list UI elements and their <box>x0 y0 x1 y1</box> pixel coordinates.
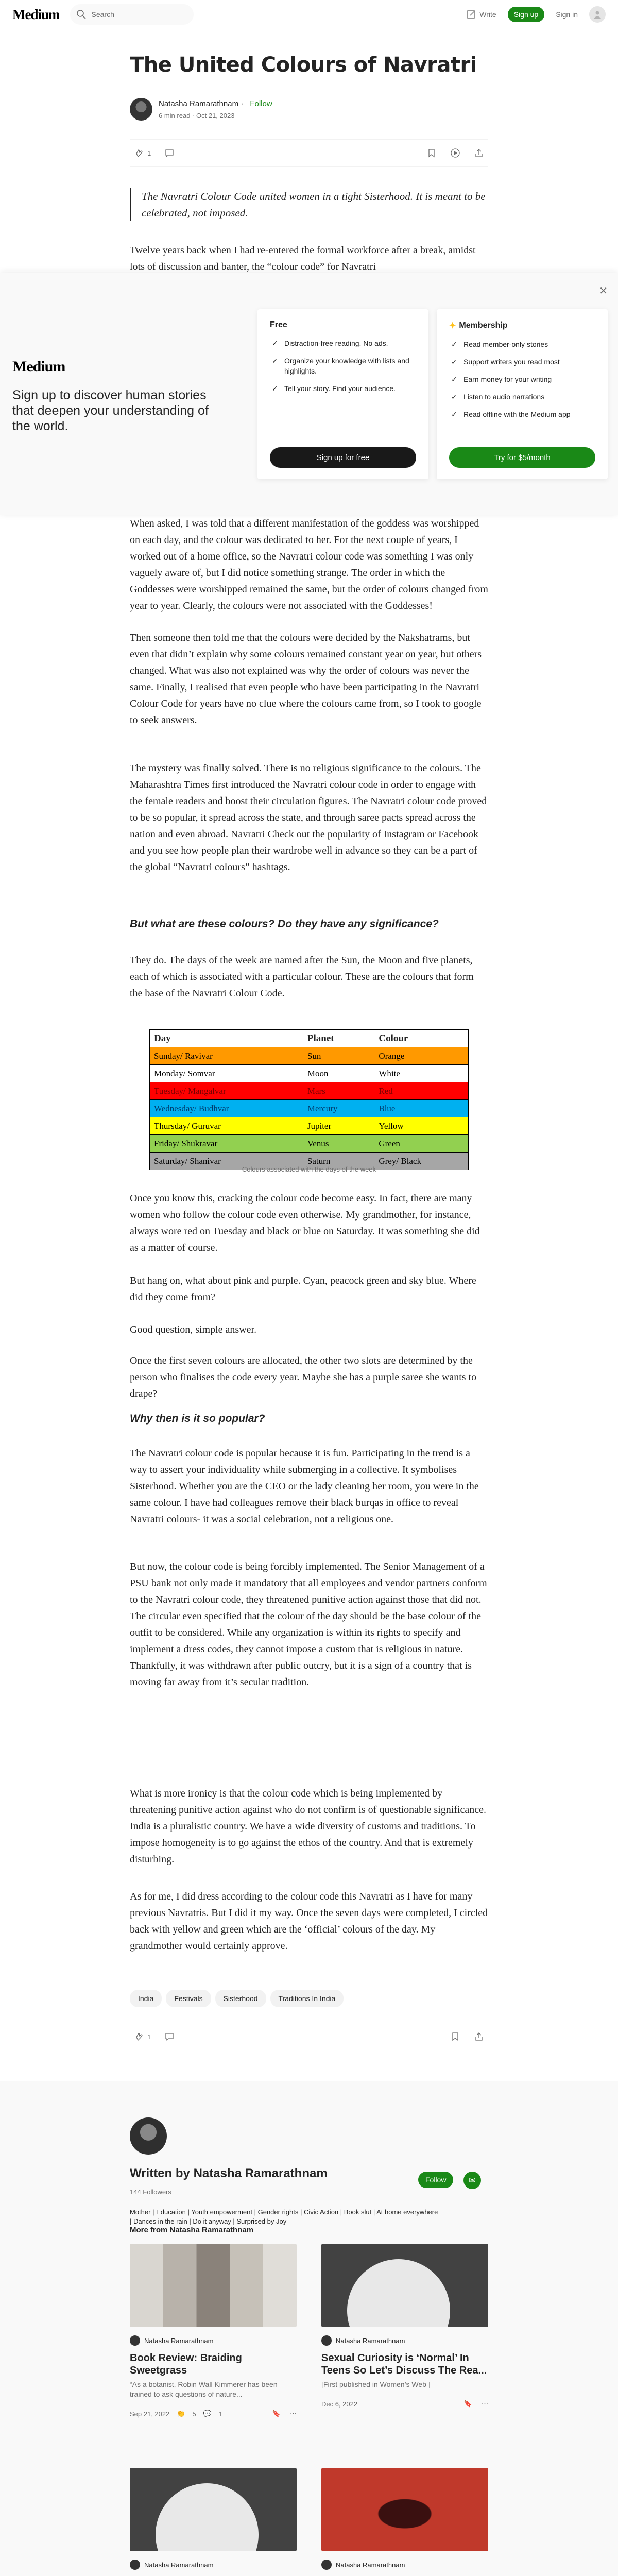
tag-chip[interactable]: Traditions In India <box>270 1990 344 2007</box>
paragraph: Once you know this, cracking the colour code become easy. In fact, there are many women who follow the colour code even otherwise. My grandmother, for instance, always wore red on Tuesday and black or blue on Saturday. It was something she did as a matter of course. <box>130 1193 480 1253</box>
table-header: Colour <box>374 1030 469 1047</box>
pull-quote: The Navratri Colour Code united women in a tight Sisterhood. It is meant to be celebrated, not imposed. <box>130 188 488 221</box>
comment-icon[interactable] <box>164 148 175 158</box>
author-bio: Mother | Education | Youth empowerment | Gender rights | Civic Action | Book slut | At home everywhere | Dances in the rain | Do it anyway | Surprised by Joy <box>130 2208 438 2225</box>
author-name[interactable]: Natasha Ramarathnam <box>159 99 239 108</box>
write-button[interactable] <box>466 9 496 20</box>
table-header: Planet <box>303 1030 374 1047</box>
post-author[interactable]: Natasha Ramarathnam <box>144 2336 214 2345</box>
user-icon <box>593 10 602 19</box>
author-block: Natasha Ramarathnam · Follow 6 min read · Oct 21, 2023 <box>130 98 488 121</box>
member-benefit: ✓ Read offline with the Medium app <box>449 409 595 419</box>
clap-icon: 👏 <box>177 2410 185 2417</box>
post-title[interactable]: Book Review: Braiding Sweetgrass <box>130 2352 242 2376</box>
table-row <box>150 1117 469 1135</box>
table-cell-planet: Mercury <box>303 1100 374 1117</box>
table-cell-colour: Yellow <box>374 1117 469 1135</box>
author-avatar-large[interactable] <box>130 2117 167 2155</box>
share-icon[interactable] <box>474 2031 484 2042</box>
table-cell-day: Tuesday/ Mangalvar <box>150 1082 303 1100</box>
member-benefit: ✓ Earn money for your writing <box>449 374 595 384</box>
share-icon[interactable] <box>474 148 484 158</box>
post-thumbnail <box>130 2468 297 2551</box>
overlay-tagline: Sign up to discover human stories that deepen your understanding of the world. <box>12 388 209 433</box>
table-row <box>150 1135 469 1153</box>
figure-caption: Colours associated with the days of the week <box>242 1165 376 1173</box>
table-cell-planet: Sun <box>303 1047 374 1065</box>
clap-count: 1 <box>147 149 151 157</box>
tag-chip[interactable]: Sisterhood <box>215 1990 266 2007</box>
table-cell-planet: Moon <box>303 1065 374 1082</box>
author-avatar-small <box>130 2560 140 2570</box>
post-comments: 1 <box>218 2410 223 2418</box>
clap-button[interactable] <box>134 2031 151 2042</box>
table-cell-colour: Orange <box>374 1047 469 1065</box>
free-plan-title: Free <box>270 320 287 329</box>
table-cell-planet: Jupiter <box>303 1117 374 1135</box>
section-heading: Why then is it so popular? <box>130 1413 265 1425</box>
post-date: Sep 21, 2022 <box>130 2410 170 2418</box>
post-title[interactable]: Sexual Curiosity is ‘Normal’ In Teens So Let’s Discuss The Rea... <box>321 2352 487 2376</box>
table-cell-day: Thursday/ Guruvar <box>150 1117 303 1135</box>
post-author[interactable]: Natasha Ramarathnam <box>336 2336 405 2345</box>
bookmark-icon[interactable] <box>450 2031 460 2042</box>
paragraph: When asked, I was told that a different manifestation of the goddess was worshipped on each day, and the colour was dedicated to her. For the next couple of years, I worked out of a home office, so the Navratri colour code was something I was only vaguely aware of, but I did notice something strange. The order in which the Goddesses were worshipped remained the same, but the order of colours changed from year to year. Clearly, the colours were not associated with the Goddesses! <box>130 518 488 612</box>
table-cell-colour: Blue <box>374 1100 469 1117</box>
post-excerpt: [First published in Women’s Web ] <box>321 2380 431 2388</box>
paragraph: What is more ironicy is that the colour code which is being implemented by threatening punitive action against who do not confirm is of questionable significance. India is a pluralistic country. We have a wide diversity of customs and traditions. To impose homogeneity is to go against the ethos of the country. And that is extremely disturbing. <box>130 1788 487 1865</box>
write-icon <box>466 9 476 20</box>
paragraph: Once the first seven colours are allocated, the other two slots are determined by the person who finalises the code every year. Maybe she has a purple saree she wants to drape? <box>130 1355 477 1399</box>
paragraph: But hang on, what about pink and purple. Cyan, peacock green and sky blue. Where did they come from? <box>130 1275 476 1303</box>
play-icon[interactable] <box>450 148 460 158</box>
user-avatar[interactable] <box>589 6 606 23</box>
more-from-heading: More from Natasha Ramarathnam <box>130 2226 254 2234</box>
post-thumbnail <box>130 2244 297 2327</box>
more-icon[interactable]: ⋯ <box>482 2400 488 2408</box>
table-cell-planet: Venus <box>303 1135 374 1153</box>
intro-paragraph: Twelve years back when I had re-entered the formal workforce after a break, amidst lots of discussion and banter, the “colour code” for Navratri <box>130 245 476 273</box>
table-row <box>150 1065 469 1082</box>
medium-logo[interactable]: Medium <box>12 6 60 22</box>
author-footer-section <box>0 2081 618 2576</box>
paragraph: But now, the colour code is being forcibly implemented. The Senior Management of a PSU bank not only made it mandatory that all employees and vendor partners conform to the Navratri colour code, they threatened punitive action against those that did not. The circular even specified that the colour of the day should be the base colour of the outfit to be considered. While any organization is within its rights to specify and implement a dress codes, they cannot impose a custom that is religious in nature. Thankfully, it was withdrawn after public outcry, but it is a sign of a country that is moving far away from it’s secular tradition. <box>130 1561 487 1688</box>
bookmark-icon[interactable]: 🔖 <box>272 2410 281 2417</box>
table-cell-planet: Saturn <box>303 1153 374 1170</box>
table-cell-day: Friday/ Shukravar <box>150 1135 303 1153</box>
search-icon <box>76 9 87 20</box>
membership-plan-card <box>437 309 608 479</box>
follower-count[interactable]: 144 Followers <box>130 2188 171 2196</box>
post-card[interactable] <box>130 2244 297 2418</box>
member-benefit: ✓ Support writers you read most <box>449 357 595 367</box>
paragraph: They do. The days of the week are named after the Sun, the Moon and five planets, each of which is associated with a particular colour. These are the colours that form the base of the Navratri Colour Code. <box>130 955 474 999</box>
post-date: Dec 6, 2022 <box>321 2400 358 2408</box>
post-card[interactable] <box>321 2468 488 2576</box>
section-heading: But what are these colours? Do they have any significance? <box>130 918 439 930</box>
search-box[interactable] <box>70 4 194 25</box>
follow-link[interactable]: Follow <box>250 99 272 108</box>
membership-star-icon: ✦ <box>449 321 456 330</box>
top-nav <box>0 0 618 29</box>
clap-count: 1 <box>147 2032 151 2041</box>
subscribe-mail-icon[interactable]: ✉ <box>464 2172 481 2189</box>
table-cell-day: Monday/ Somvar <box>150 1065 303 1082</box>
follow-button[interactable]: Follow <box>418 2172 453 2188</box>
action-bar <box>130 139 488 167</box>
free-benefit: ✓ Tell your story. Find your audience. <box>270 383 416 394</box>
publish-date: Oct 21, 2023 <box>196 111 235 120</box>
paragraph: As for me, I did dress according to the colour code this Navratri as I have for many previous Navratris. But I did it my way. Once the seven days were completed, I circled back with yellow and green which are the ‘official’ colours of the day. My grandmother would certainly approve. <box>130 1891 488 1952</box>
signin-link[interactable]: Sign in <box>556 10 578 19</box>
free-benefit: ✓ Organize your knowledge with lists and highlights. <box>270 355 416 376</box>
table-cell-colour: White <box>374 1065 469 1082</box>
table-cell-day: Wednesday/ Budhvar <box>150 1100 303 1117</box>
table-cell-colour: Green <box>374 1135 469 1153</box>
paragraph: The Navratri colour code is popular because it is fun. Participating in the trend is a way to assert your individuality while submerging in a collective. It symbolises Sisterhood. Whether you are the CEO or the lady cleaning her room, you were in the same colour. I have had colleagues remove their black burqas in office to reveal Navratri colours- it was a social celebration, not a religious one. <box>130 1448 479 1525</box>
article-title: The United Colours of Navratri <box>130 53 477 77</box>
tag-list <box>130 1990 488 2007</box>
free-plan-card <box>258 309 428 479</box>
table-cell-colour: Grey/ Black <box>374 1153 469 1170</box>
table-cell-planet: Mars <box>303 1082 374 1100</box>
author-avatar-small <box>321 2335 332 2346</box>
bookmark-icon[interactable]: 🔖 <box>464 2400 472 2408</box>
tag-chip[interactable]: Festivals <box>166 1990 211 2007</box>
paragraph: The mystery was finally solved. There is no religious significance to the colours. The Maharashtra Times first introduced the Navratri colour code in order to engage with the female readers and boost their circulation figures. The Navratri colour code proved to be so popular, it spread across the state, and through saree pacts spread across the nation and even abroad. Navratri Check out the popularity of Instagram or Facebook and you see how people plan their wardrobe well in advance so they can be a part of the global “Navratri colours” hashtags. <box>130 762 487 873</box>
membership-plan-title: Membership <box>459 321 508 330</box>
table-row <box>150 1082 469 1100</box>
post-claps: 5 <box>192 2410 196 2418</box>
clap-button[interactable] <box>134 148 151 158</box>
bookmark-icon[interactable] <box>426 148 437 158</box>
author-avatar-small <box>321 2560 332 2570</box>
signup-overlay <box>0 273 618 515</box>
author-avatar-small <box>130 2335 140 2346</box>
written-by-heading[interactable]: Written by Natasha Ramarathnam <box>130 2166 328 2180</box>
post-author[interactable]: Natasha Ramarathnam <box>144 2561 214 2569</box>
overlay-logo: Medium <box>12 358 65 375</box>
table-row <box>150 1100 469 1117</box>
author-avatar[interactable] <box>130 98 152 121</box>
comment-icon: 💬 <box>203 2410 212 2417</box>
colour-table <box>149 1029 469 1170</box>
post-card[interactable] <box>130 2468 297 2576</box>
post-thumbnail <box>321 2244 488 2327</box>
close-icon[interactable]: ✕ <box>599 285 608 297</box>
bottom-action-bar <box>130 2023 488 2050</box>
table-cell-colour: Red <box>374 1082 469 1100</box>
search-input[interactable]: Search <box>91 10 114 19</box>
signup-button[interactable]: Sign up <box>508 7 544 22</box>
comment-icon[interactable] <box>164 2031 175 2042</box>
table-cell-day: Saturday/ Shanivar <box>150 1153 303 1170</box>
signup-free-button[interactable]: Sign up for free <box>270 447 416 468</box>
table-header: Day <box>150 1030 303 1047</box>
post-thumbnail <box>321 2468 488 2551</box>
free-benefit: ✓ Distraction-free reading. No ads. <box>270 338 416 348</box>
paragraph: Then someone then told me that the colours were decided by the Nakshatrams, but even that didn’t explain why some colours remained constant year on year, but others changed. What was also not explained was why the order of colours was never the same. Finally, I realised that even people who have been participating in the Navratri Colour Code for years have no clue where the colours came from, so I took to google to seek answers. <box>130 632 482 726</box>
member-benefit: ✓ Listen to audio narrations <box>449 392 595 402</box>
try-membership-button[interactable]: Try for $5/month <box>449 447 595 468</box>
paragraph: Good question, simple answer. <box>130 1324 257 1335</box>
tag-chip[interactable]: India <box>130 1990 162 2007</box>
post-excerpt: “As a botanist, Robin Wall Kimmerer has been trained to ask questions of nature... <box>130 2380 278 2398</box>
post-author[interactable]: Natasha Ramarathnam <box>336 2561 405 2569</box>
colour-table-figure <box>149 1029 469 1170</box>
write-label: Write <box>479 10 496 19</box>
clap-icon <box>134 2031 144 2042</box>
post-card[interactable] <box>321 2244 488 2408</box>
more-icon[interactable]: ⋯ <box>290 2410 297 2417</box>
member-benefit: ✓ Read member-only stories <box>449 339 595 349</box>
table-row <box>150 1047 469 1065</box>
table-cell-day: Sunday/ Ravivar <box>150 1047 303 1065</box>
read-time: 6 min read <box>159 111 191 120</box>
clap-icon <box>134 148 144 158</box>
